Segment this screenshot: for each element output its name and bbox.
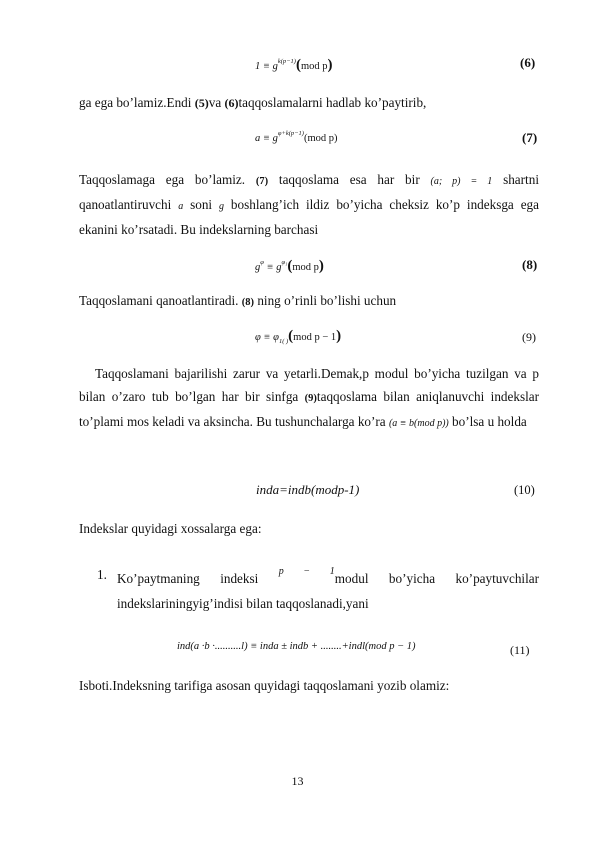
paragraph-2 bbox=[79, 168, 539, 241]
equation-8-number: (8) bbox=[522, 257, 538, 272]
equation-6: $1 \equiv g^{k(p-1)}(mod$ p) bbox=[255, 57, 333, 73]
eq7-lhs: a ≡ g bbox=[255, 133, 278, 144]
ref-6: (6) bbox=[224, 96, 239, 110]
para2-text-d: soni bbox=[183, 197, 220, 212]
eq8-mod: mod p bbox=[292, 262, 319, 273]
line1-va: va bbox=[208, 95, 225, 110]
para4-text-c: bo’lsa u holda bbox=[448, 414, 527, 429]
equation-11: ind(a ·b ·..........l) ≡ inda ± indb + ........+indl(mod p − 1) bbox=[177, 641, 416, 652]
var-g: g bbox=[219, 201, 225, 212]
coprime-condition: (a; p) = 1 bbox=[430, 176, 493, 187]
eq8-mid: ≡ g bbox=[263, 262, 282, 273]
eq6-mod: mod p bbox=[300, 61, 328, 72]
para2-text-b: taqqoslama esa har bir bbox=[268, 172, 431, 187]
para2-text-a: Taqqoslamaga ega bo’lamiz. bbox=[79, 172, 256, 187]
eq6-exponent: k(p−1) bbox=[277, 58, 296, 65]
line3-text-a: Taqqoslamani qanoatlantiradi. bbox=[79, 293, 242, 308]
p-minus-1: p − 1 bbox=[278, 566, 335, 577]
equation-9-number: (9) bbox=[522, 330, 536, 344]
equation-10: inda=indb(modp-1) bbox=[256, 482, 360, 497]
para2-text-c: shartni qanoatlantiruvchi bbox=[79, 172, 539, 212]
eq7-mod: mod p bbox=[307, 133, 334, 144]
page-number: 13 bbox=[291, 774, 304, 788]
var-a: a bbox=[178, 201, 184, 212]
text-line-1 bbox=[79, 95, 426, 111]
ref-9: (9) bbox=[304, 393, 317, 404]
list-text-a: Ko’paytmaning indeksi bbox=[117, 571, 279, 586]
list-text-b: modul bo’yicha ko’paytuvchilar indekslariningyig’indisi bilan taqqoslanadi,yani bbox=[117, 571, 539, 611]
text-line-5: Indekslar quyidagi xossalarga ega: bbox=[79, 521, 262, 536]
equation-9: $\varphi \equiv \varphi_{1( )}(mod$ p − 1) bbox=[255, 328, 342, 346]
eq8-lhs: g bbox=[255, 262, 261, 273]
list-item-1 bbox=[117, 567, 539, 615]
ref-5: (5) bbox=[194, 96, 209, 110]
eq9-lhs: φ ≡ φ bbox=[255, 332, 279, 343]
line1-text-b: taqqoslamalarni hadlab ko’paytirib, bbox=[238, 95, 427, 110]
eq9-sub: 1( ) bbox=[278, 338, 289, 346]
eq6-lhs: 1 ≡ g bbox=[255, 61, 278, 72]
eq8-exp2: φ₁ bbox=[281, 259, 288, 266]
equation-6-number: (6) bbox=[520, 55, 536, 70]
eq7-exponent: φ+k(p−1) bbox=[277, 130, 304, 137]
paragraph-4 bbox=[79, 362, 539, 435]
equation-7-number: (7) bbox=[522, 130, 538, 145]
eq9-mod: mod p − 1 bbox=[293, 332, 337, 343]
ref-8: (8) bbox=[241, 297, 255, 308]
ref-7: (7) bbox=[255, 176, 269, 187]
para4-text-a: Taqqoslamani bajarilishi zarur va yetarli.Demak,p modul bo’yicha tuzilgan va p bilan o’zaro tub bo’lgan har bir sinfga bbox=[79, 366, 539, 404]
congruence-condition: (a ≡ b(mod p)) bbox=[388, 418, 449, 429]
line3-text-b: ning o’rinli bo’lishi uchun bbox=[254, 293, 397, 308]
equation-11-number: (11) bbox=[510, 643, 530, 657]
list-number-1: 1. bbox=[97, 567, 107, 582]
para2-text-e: boshlang’ich ildiz bo’yicha cheksiz ko’p indeksga ega ekanini ko’rsatadi. Bu indekslarning barchasi bbox=[79, 197, 540, 237]
equation-8: $g^\varphi \equiv g^{\varphi_1}(mod$ p) bbox=[255, 258, 324, 274]
text-line-6: Isboti.Indeksning tarifiga asosan quyidagi taqqoslamani yozib olamiz: bbox=[79, 678, 450, 693]
line1-text-a: ga ega bo’lamiz.Endi bbox=[79, 95, 195, 110]
equation-10-number: (10) bbox=[514, 483, 535, 497]
eq8-exp1: φ bbox=[260, 259, 264, 266]
equation-7: $a \equiv g^{\varphi+k(p-1)}(mod$ p) bbox=[255, 130, 338, 144]
para4-text-b: taqqoslama bilan aniqlanuvchi indekslar to’plami mos keladi va aksincha. Bu tushunchalarga ko’ra bbox=[79, 389, 539, 429]
text-line-3 bbox=[79, 293, 396, 309]
